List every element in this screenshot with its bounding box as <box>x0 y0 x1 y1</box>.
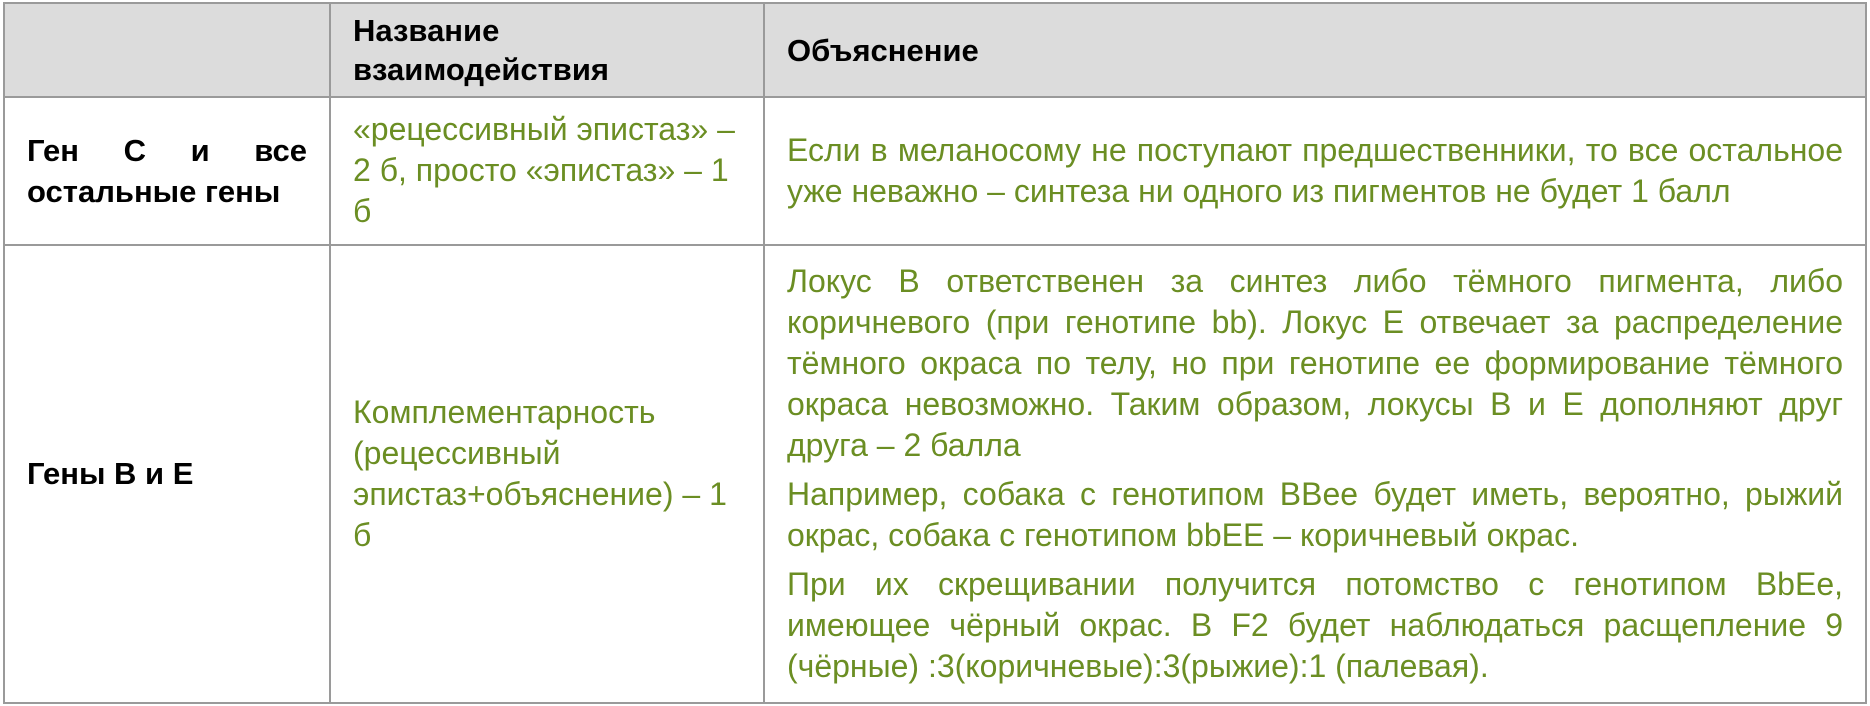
explanation-paragraph: Локус В ответственен за синтез либо тёмного пигмента, либо коричневого (при генотипе bb). Локус Е отвечает за распределение тёмного окраса по телу, но при генотипе ее формирование тёмного окраса невозможно. Таким образом, локусы В и Е дополняют друг друга – 2 балла <box>787 262 1843 463</box>
interaction-text: «рецессивный эпистаз» – 2 б, просто «эпистаз» – 1 б <box>353 111 735 230</box>
interaction-cell <box>330 97 764 244</box>
answer-table <box>3 2 1867 704</box>
header-cell-interaction-name: Название взаимодействия <box>330 3 764 97</box>
interaction-text: Комплементарность (рецессивный эпистаз+объяснение) – 1 б <box>353 393 727 553</box>
explanation-cell <box>764 97 1866 244</box>
genes-cell <box>4 97 330 244</box>
explanation-paragraph: Например, собака с генотипом BBee будет иметь, вероятно, рыжий окрас, собака с генотипом bbEE – коричневый окрас. <box>787 475 1843 553</box>
genes-text: Ген С и все остальные гены <box>27 132 307 209</box>
header-cell-explanation: Объяснение <box>764 3 1866 97</box>
table-header-row <box>4 3 1866 97</box>
table-row <box>4 245 1866 703</box>
genes-text: Гены В и Е <box>27 456 194 492</box>
interaction-cell <box>330 245 764 703</box>
explanation-cell <box>764 245 1866 703</box>
explanation-paragraph: При их скрещивании получится потомство с генотипом BbEe, имеющее чёрный окрас. В F2 будет наблюдаться расщепление 9 (чёрные) :3(коричневые):3(рыжие):1 (палевая). <box>787 565 1843 684</box>
explanation-paragraph: Если в меланосому не поступают предшественники, то все остальное уже неважно – синтеза ни одного из пигментов не будет 1 балл <box>787 131 1843 209</box>
header-cell-empty <box>4 3 330 97</box>
table-row <box>4 97 1866 244</box>
genes-cell <box>4 245 330 703</box>
